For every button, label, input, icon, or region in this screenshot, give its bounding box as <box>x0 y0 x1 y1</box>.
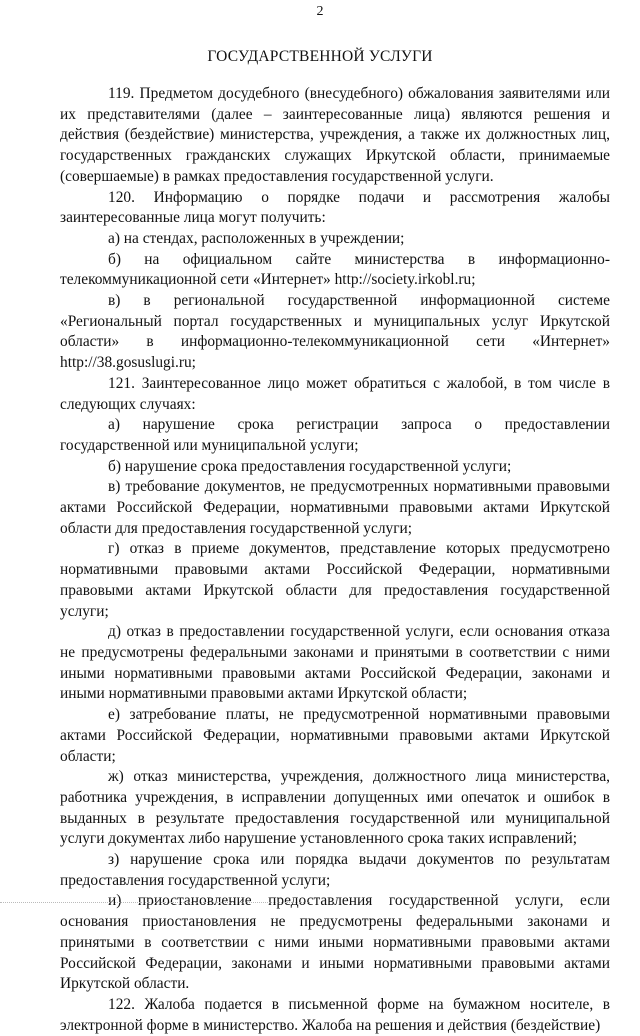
list-item-121-v: в) требование документов, не предусмотренных нормативными правовыми актами Российской Федерации, нормативными правовыми актами Иркутской области для предоставления государственной услуги; <box>60 478 610 537</box>
list-item-121-d: д) отказ в предоставлении государственной услуги, если основания отказа не предусмотрены федеральными законами и принятыми в соответствии с ними иными нормативными правовыми актами Российской Федерации, законами и иными нормативными правовыми актами Иркутской области; <box>60 623 610 703</box>
scan-edge-line <box>0 902 310 903</box>
list-item-121-g: г) отказ в приеме документов, представление которых предусмотрено нормативными правовыми актами Российской Федерации, нормативными правовыми актами Иркутской области для предоставления государственной услуги; <box>60 540 610 620</box>
list-item-121-e: е) затребование платы, не предусмотренной нормативными правовыми актами Российской Федерации, нормативными правовыми актами Иркутской области; <box>60 706 610 765</box>
list-item-121-a: а) нарушение срока регистрации запроса о предоставлении государственной или муниципальной услуги; <box>60 416 610 454</box>
page-heading: ГОСУДАРСТВЕННОЙ УСЛУГИ <box>207 48 433 65</box>
list-item-121-zh: ж) отказ министерства, учреждения, должностного лица министерства, работника учреждения, в исправлении допущенных ими опечаток и ошибок в выданных в результате предоставления государственной или муниципальной услуги документах либо нарушение установленного срока таких исправлений; <box>60 768 610 848</box>
list-item-121-i: и) приостановление предоставления государственной услуги, если основания приостановления не предусмотрены федеральными законами и принятыми в соответствии с ними иными нормативными правовыми актами Российской Федерации, законами и иными нормативными правовыми актами Иркутской области. <box>60 892 610 993</box>
list-item-120-v: в) в региональной государственной информационной системе «Региональный портал государственных и муниципальных услуг Иркутской области» в информационно-телекоммуникационной сети «Интернет» http://38.gosuslugi.ru; <box>60 292 610 372</box>
paragraph-121: 121. Заинтересованное лицо может обратиться с жалобой, в том числе в следующих случаях: <box>60 374 610 413</box>
list-item-120-b: б) на официальном сайте министерства в информационно-телекоммуникационной сети «Интернет» http://society.irkobl.ru; <box>60 250 610 289</box>
document-body <box>60 84 610 1036</box>
paragraph-122: 122. Жалоба подается в письменной форме на бумажном носителе, в электронной форме в министерство. Жалоба на решения и действия (бездействие) <box>60 995 610 1034</box>
list-item-121-z: з) нарушение срока или порядка выдачи документов по результатам предоставления государственной услуги; <box>60 851 610 889</box>
list-item-120-a: а) на стендах, расположенных в учреждении; <box>108 229 405 247</box>
list-item-121-b: б) нарушение срока предоставления государственной услуги; <box>108 457 512 475</box>
page-number: 2 <box>316 4 324 19</box>
paragraph-120: 120. Информацию о порядке подачи и рассмотрения жалобы заинтересованные лица могут получить: <box>60 188 610 227</box>
paragraph-119: 119. Предметом досудебного (внесудебного) обжалования заявителями или их представителями (далее – заинтересованные лица) являются решения и действия (бездействие) министерства, учреждения, а также их должностных лиц, государственных гражданских служащих Иркутской области, принимаемые (совершаемые) в рамках предоставления государственной услуги. <box>60 85 610 185</box>
